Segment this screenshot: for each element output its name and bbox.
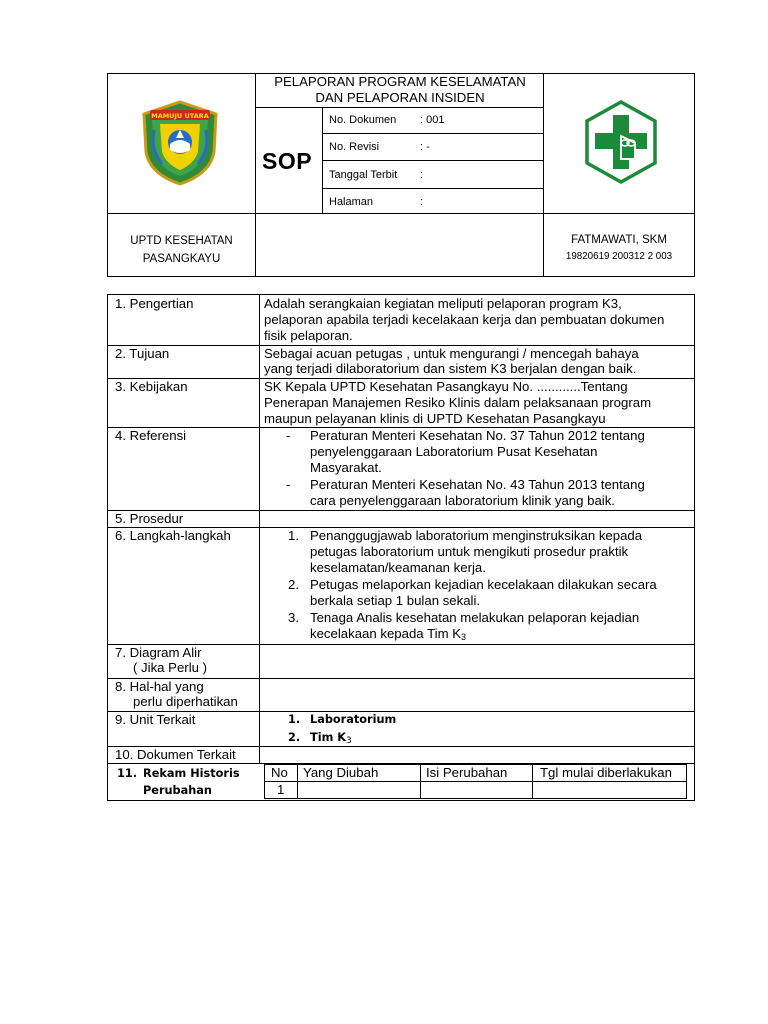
org-name-line-1: UPTD KESEHATAN: [130, 235, 233, 247]
pengertian-line-1: Adalah serangkaian kegiatan meliputi pelaporan program K3,: [264, 296, 622, 311]
referensi-bullet-2: -: [286, 477, 291, 492]
puskesmas-logo: [583, 99, 659, 185]
langkah-number-3: 3.: [288, 610, 299, 625]
meta-row-line-2: [322, 160, 544, 161]
row-label-unit: 9. Unit Terkait: [115, 712, 196, 727]
row-label-hal: 8. Hal-hal yang: [115, 679, 204, 694]
title-divider: [255, 107, 544, 108]
unit-item-1: Laboratorium: [310, 713, 397, 726]
row-line-0: [107, 294, 695, 295]
history-col-1: [297, 764, 298, 799]
langkah-2-line-2: berkala setiap 1 bulan sekali.: [310, 593, 481, 608]
meta-row-line-1: [322, 133, 544, 134]
langkah-2-line-1: Petugas melaporkan kejadian kecelakaan dilakukan secara: [310, 577, 657, 592]
langkah-1-line-3: keselamatan/keamanan kerja.: [310, 560, 486, 575]
rekam-number: 11.: [117, 767, 138, 780]
langkah-3-subscript: 3: [461, 632, 467, 642]
row-line-4: [107, 510, 695, 511]
row-label-hal-sub: perlu diperhatikan: [133, 694, 238, 709]
row-label-referensi: 4. Referensi: [115, 428, 187, 443]
header-bottom-border: [107, 276, 695, 277]
tanggal-terbit-value: :: [420, 169, 424, 181]
kebijakan-line-1: SK Kepala UPTD Kesehatan Pasangkayu No. ............Tentang: [264, 379, 628, 394]
meta-row-line-3: [322, 188, 544, 189]
langkah-number-1: 1.: [288, 528, 299, 543]
doc-title-line-2: DAN PELAPORAN INSIDEN: [315, 90, 485, 105]
tanggal-terbit-label: Tanggal Terbit: [329, 169, 398, 181]
referensi-1-line-3: Masyarakat.: [310, 460, 382, 475]
no-dokumen-value: : 001: [420, 114, 445, 126]
langkah-3-line-2: [310, 626, 466, 646]
unit-number-2: 2.: [288, 731, 301, 744]
pengertian-line-3: fisik pelaporan.: [264, 328, 353, 343]
row-label-pengertian: 1. Pengertian: [115, 296, 194, 311]
no-revisi-value: : -: [420, 141, 430, 153]
history-col-3: [532, 764, 533, 799]
history-row-1-no: 1: [277, 782, 285, 797]
no-dokumen-label: No. Dokumen: [329, 114, 397, 126]
referensi-1-line-1: Peraturan Menteri Kesehatan No. 37 Tahun 2012 tentang: [310, 428, 645, 443]
signer-nip: 19820619 200312 2 003: [565, 251, 673, 262]
body-col-divider: [259, 294, 260, 763]
logo-left-text: MAMUJU UTARA: [151, 112, 209, 120]
history-header-no: No: [271, 765, 288, 780]
tujuan-line-2: yang terjadi dilaboratorium dan sistem K3 berjalan dengan baik.: [264, 361, 637, 376]
langkah-number-2: 2.: [288, 577, 299, 592]
body-right-border: [694, 294, 695, 800]
row-label-kebijakan: 3. Kebijakan: [115, 379, 188, 394]
history-header-tgl: Tgl mulai diberlakukan: [540, 765, 672, 780]
history-col-4: [686, 764, 687, 799]
body-left-border: [107, 294, 108, 800]
unit-item-2: [310, 730, 352, 750]
history-bottom: [264, 798, 687, 799]
referensi-bullet-1: -: [286, 428, 291, 443]
halaman-label: Halaman: [329, 196, 374, 208]
history-col-0: [264, 764, 265, 799]
langkah-1-line-2: petugas laboratorium untuk mengikuti prosedur praktik: [310, 544, 629, 559]
tujuan-line-1: Sebagai acuan petugas , untuk mengurangi / mencegah bahaya: [264, 346, 639, 361]
signature-area: [256, 214, 544, 276]
mamuju-utara-logo: [140, 100, 220, 186]
unit-item-2-subscript: 3: [346, 736, 352, 746]
row-line-11: [107, 800, 695, 801]
org-name-line-2: PASANGKAYU: [142, 253, 221, 265]
row-label-langkah: 6. Langkah-langkah: [115, 528, 231, 543]
history-header-yang-diubah: Yang Diubah: [303, 765, 379, 780]
kebijakan-line-3: maupun pelayanan klinis di UPTD Kesehatan Pasangkayu: [264, 411, 606, 426]
no-revisi-label: No. Revisi: [329, 141, 380, 153]
referensi-1-line-2: penyelenggaraan Laboratorium Pusat Kesehatan: [310, 444, 598, 459]
kebijakan-line-2: Penerapan Manajemen Resiko Klinis dalam pelaksanaan program: [264, 395, 652, 410]
row-label-diagram-sub: ( Jika Perlu ): [133, 660, 208, 675]
unit-item-2-text: Tim K: [310, 731, 347, 744]
unit-number-1: 1.: [288, 713, 301, 726]
row-label-dokumen: 10. Dokumen Terkait: [115, 747, 236, 762]
sop-label: SOP: [262, 148, 313, 174]
langkah-3-line-2-text: kecelakaan kepada Tim K: [310, 626, 462, 641]
referensi-2-line-2: cara penyelenggaraan laboratorium klinik yang baik.: [310, 493, 615, 508]
langkah-1-line-1: Penanggugjawab laboratorium menginstruksikan kepada: [310, 528, 643, 543]
pengertian-line-2: pelaporan apabila terjadi kecelakaan kerja dan pembuatan dokumen: [264, 312, 665, 327]
history-col-2: [420, 764, 421, 799]
referensi-2-line-1: Peraturan Menteri Kesehatan No. 43 Tahun 2013 tentang: [310, 477, 645, 492]
row-label-rekam-2: Perubahan: [143, 784, 212, 797]
doc-title-line-1: PELAPORAN PROGRAM KESELAMATAN: [274, 74, 526, 89]
row-label-tujuan: 2. Tujuan: [115, 346, 170, 361]
row-label-diagram: 7. Diagram Alir: [115, 645, 202, 660]
langkah-3-line-1: Tenaga Analis kesehatan melakukan pelaporan kejadian: [310, 610, 640, 625]
history-header-isi-perubahan: Isi Perubahan: [426, 765, 508, 780]
halaman-value: :: [420, 196, 424, 208]
row-label-rekam-1: Rekam Historis: [143, 767, 240, 780]
signer-name: FATMAWATI, SKM: [571, 234, 667, 246]
row-label-prosedur: 5. Prosedur: [115, 511, 184, 526]
header-right-border: [694, 73, 695, 277]
